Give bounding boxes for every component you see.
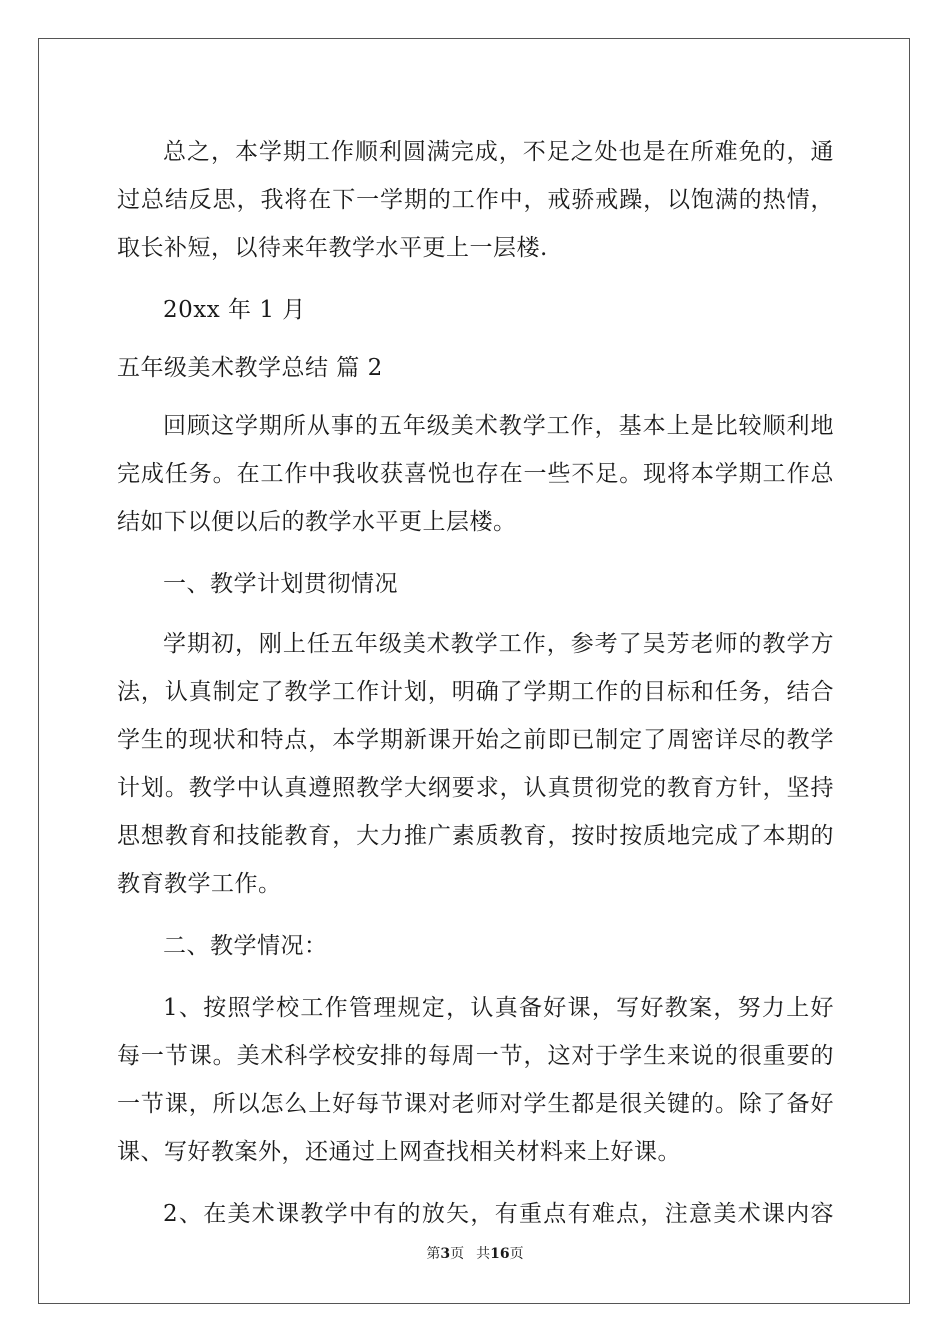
page-footer [0, 1243, 950, 1263]
text-line: 1、按照学校工作管理规定，认真备好课，写好教案，努力上好 [163, 995, 834, 1021]
text-line: 过总结反思，我将在下一学期的工作中，戒骄戒躁，以饱满的热情， [117, 187, 834, 213]
page-number: 3 [440, 1246, 451, 1262]
text-line: 2、在美术课教学中有的放矢，有重点有难点，注意美术课内容 [163, 1201, 834, 1227]
text-line: 回顾这学期所从事的五年级美术教学工作，基本上是比较顺利地 [163, 413, 834, 439]
paragraph-review [117, 402, 834, 546]
total-prefix: 共 [476, 1246, 491, 1262]
paragraph-date [117, 286, 834, 334]
text-line: 计划。教学中认真遵照教学大纲要求，认真贯彻党的教育方针，坚持 [117, 775, 834, 801]
paragraph-item-2 [117, 1190, 834, 1238]
text-line: 学期初，刚上任五年级美术教学工作，参考了吴芳老师的教学方 [163, 631, 834, 657]
paragraph-plan [117, 620, 834, 908]
text-line: 思想教育和技能教育，大力推广素质教育，按时按质地完成了本期的 [117, 823, 834, 849]
paragraph-conclusion [117, 128, 834, 272]
date-line: 20xx 年 1 月 [163, 297, 306, 323]
text-line: 一节课，所以怎么上好每节课对老师对学生都是很关键的。除了备好 [117, 1091, 834, 1117]
text-line: 学生的现状和特点，本学期新课开始之前即已制定了周密详尽的教学 [117, 727, 834, 753]
paragraph-heading-2 [117, 922, 834, 970]
total-suffix: 页 [509, 1246, 524, 1262]
total-pages: 16 [490, 1246, 510, 1262]
text-line: 结如下以便以后的教学水平更上层楼。 [117, 509, 517, 535]
paragraph-item-1 [117, 984, 834, 1176]
section-title [117, 344, 834, 392]
section-heading: 五年级美术教学总结 篇 2 [117, 355, 383, 381]
text-line: 法，认真制定了教学工作计划，明确了学期工作的目标和任务，结合 [117, 679, 834, 705]
page-prefix: 第 [426, 1246, 441, 1262]
paragraph-heading-1 [117, 560, 834, 608]
text-line: 取长补短，以待来年教学水平更上一层楼. [117, 235, 548, 261]
text-line: 完成任务。在工作中我收获喜悦也存在一些不足。现将本学期工作总 [117, 461, 834, 487]
text-line: 教育教学工作。 [117, 871, 282, 897]
document-body [117, 128, 834, 1238]
subheading: 二、教学情况： [163, 933, 328, 959]
text-line: 总之，本学期工作顺利圆满完成，不足之处也是在所难免的，通 [163, 139, 834, 165]
subheading: 一、教学计划贯彻情况 [163, 571, 398, 597]
text-line: 课、写好教案外，还通过上网查找相关材料来上好课。 [117, 1139, 681, 1165]
page-suffix: 页 [450, 1246, 465, 1262]
text-line: 每一节课。美术科学校安排的每周一节，这对于学生来说的很重要的 [117, 1043, 834, 1069]
